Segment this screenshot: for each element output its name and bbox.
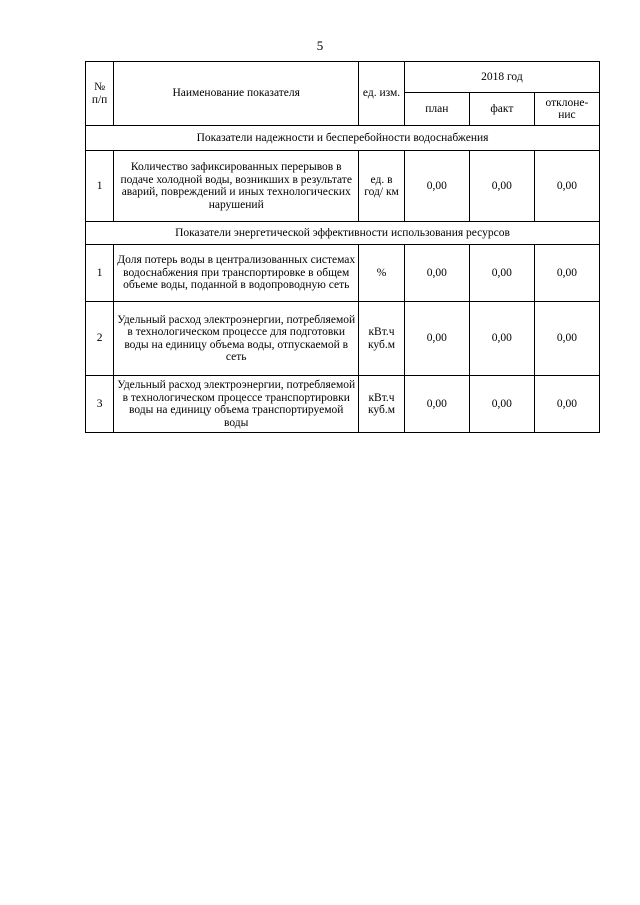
section-title: Показатели энергетической эффективности использования ресурсов — [86, 222, 600, 245]
row-num: 1 — [86, 245, 114, 302]
header-plan: план — [404, 93, 469, 126]
header-year: 2018 год — [404, 62, 599, 93]
row-plan: 0,00 — [404, 376, 469, 433]
row-num: 1 — [86, 151, 114, 222]
row-name: Удельный расход электроэнергии, потребляемой в технологическом процессе для подготовки воды на единицу объема воды, отпускаемой в сеть — [114, 302, 359, 376]
row-unit: кВт.ч куб.м — [359, 376, 405, 433]
row-unit: кВт.ч куб.м — [359, 302, 405, 376]
header-unit: ед. изм. — [359, 62, 405, 126]
table-header-row — [86, 62, 600, 93]
row-deviation: 0,00 — [534, 376, 599, 433]
row-num: 2 — [86, 302, 114, 376]
table-row — [86, 376, 600, 433]
row-fact: 0,00 — [469, 245, 534, 302]
table-row — [86, 245, 600, 302]
row-fact: 0,00 — [469, 302, 534, 376]
header-num: № п/п — [86, 62, 114, 126]
row-plan: 0,00 — [404, 245, 469, 302]
page-number: 5 — [316, 38, 324, 53]
row-deviation: 0,00 — [534, 302, 599, 376]
row-name: Удельный расход электроэнергии, потребляемой в технологическом процессе транспортировки воды на единицу объема транспортируемой воды — [114, 376, 359, 433]
section-title-row — [86, 126, 600, 151]
table-row — [86, 302, 600, 376]
row-num: 3 — [86, 376, 114, 433]
section-title: Показатели надежности и бесперебойности водоснабжения — [86, 126, 600, 151]
row-name: Количество зафиксированных перерывов в подаче холодной воды, возникших в результате аварий, повреждений и иных технологических нарушений — [114, 151, 359, 222]
row-unit: % — [359, 245, 405, 302]
row-unit: ед. в год/ км — [359, 151, 405, 222]
row-plan: 0,00 — [404, 302, 469, 376]
row-deviation: 0,00 — [534, 245, 599, 302]
row-deviation: 0,00 — [534, 151, 599, 222]
header-deviation: отклоне-нис — [534, 93, 599, 126]
table-row — [86, 151, 600, 222]
indicators-table — [85, 61, 600, 433]
section-title-row — [86, 222, 600, 245]
row-fact: 0,00 — [469, 376, 534, 433]
row-name: Доля потерь воды в централизованных системах водоснабжения при транспортировке в общем объеме воды, поданной в водопроводную сеть — [114, 245, 359, 302]
row-plan: 0,00 — [404, 151, 469, 222]
header-name: Наименование показателя — [114, 62, 359, 126]
header-fact: факт — [469, 93, 534, 126]
row-fact: 0,00 — [469, 151, 534, 222]
